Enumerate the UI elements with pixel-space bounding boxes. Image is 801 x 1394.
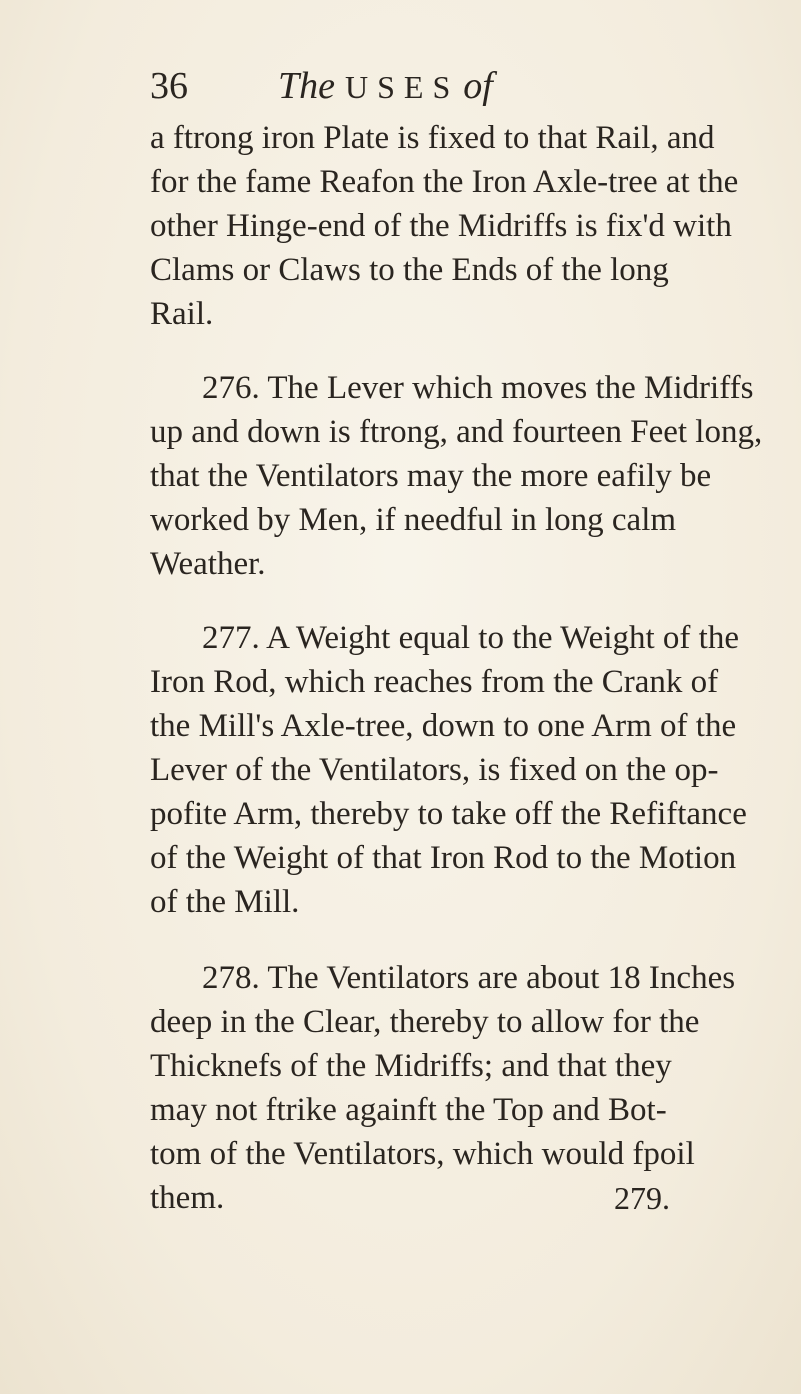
catchword: 279. [614,1180,670,1216]
text-line: of the Mill. [150,884,300,920]
running-header [150,64,610,114]
text-line: of the Weight of that Iron Rod to the Motion [150,840,737,876]
text-line: other Hinge-end of the Midriffs is fix'd with [150,208,732,244]
text-line: them. [150,1180,225,1216]
text-line: worked by Men, if needful in long calm [150,502,677,538]
text-line: Clams or Claws to the Ends of the long [150,252,669,288]
text-line: the Mill's Axle-tree, down to one Arm of the [150,708,737,744]
paragraph-276-start: 276. The Lever which moves the Midriffs [202,370,754,406]
paragraph-278-start: 278. The Ventilators are about 18 Inches [202,960,736,996]
text-line: Thicknefs of the Midriffs; and that they [150,1048,672,1084]
paragraph-277-start: 277. A Weight equal to the Weight of the [202,620,739,656]
text-line: for the fame Reafon the Iron Axle-tree at the [150,164,739,200]
text-line: deep in the Clear, thereby to allow for the [150,1004,700,1040]
text-line: Rail. [150,296,214,332]
running-title-of: of [463,65,493,107]
text-line: that the Ventilators may the more eafily be [150,458,712,494]
running-title-the: The [278,65,335,107]
text-line: up and down is ftrong, and fourteen Feet long, [150,414,763,450]
running-title-uses: USES [345,69,460,105]
text-line: pofite Arm, thereby to take off the Refiftance [150,796,747,832]
text-line: Iron Rod, which reaches from the Crank of [150,664,719,700]
text-line: a ftrong iron Plate is fixed to that Rail, and [150,120,715,156]
text-line: tom of the Ventilators, which would fpoil [150,1136,695,1172]
text-line: Lever of the Ventilators, is fixed on the op- [150,752,719,788]
running-title [278,64,493,108]
text-line: may not ftrike againft the Top and Bot- [150,1092,667,1128]
text-line: Weather. [150,546,266,582]
page-number: 36 [150,65,188,107]
